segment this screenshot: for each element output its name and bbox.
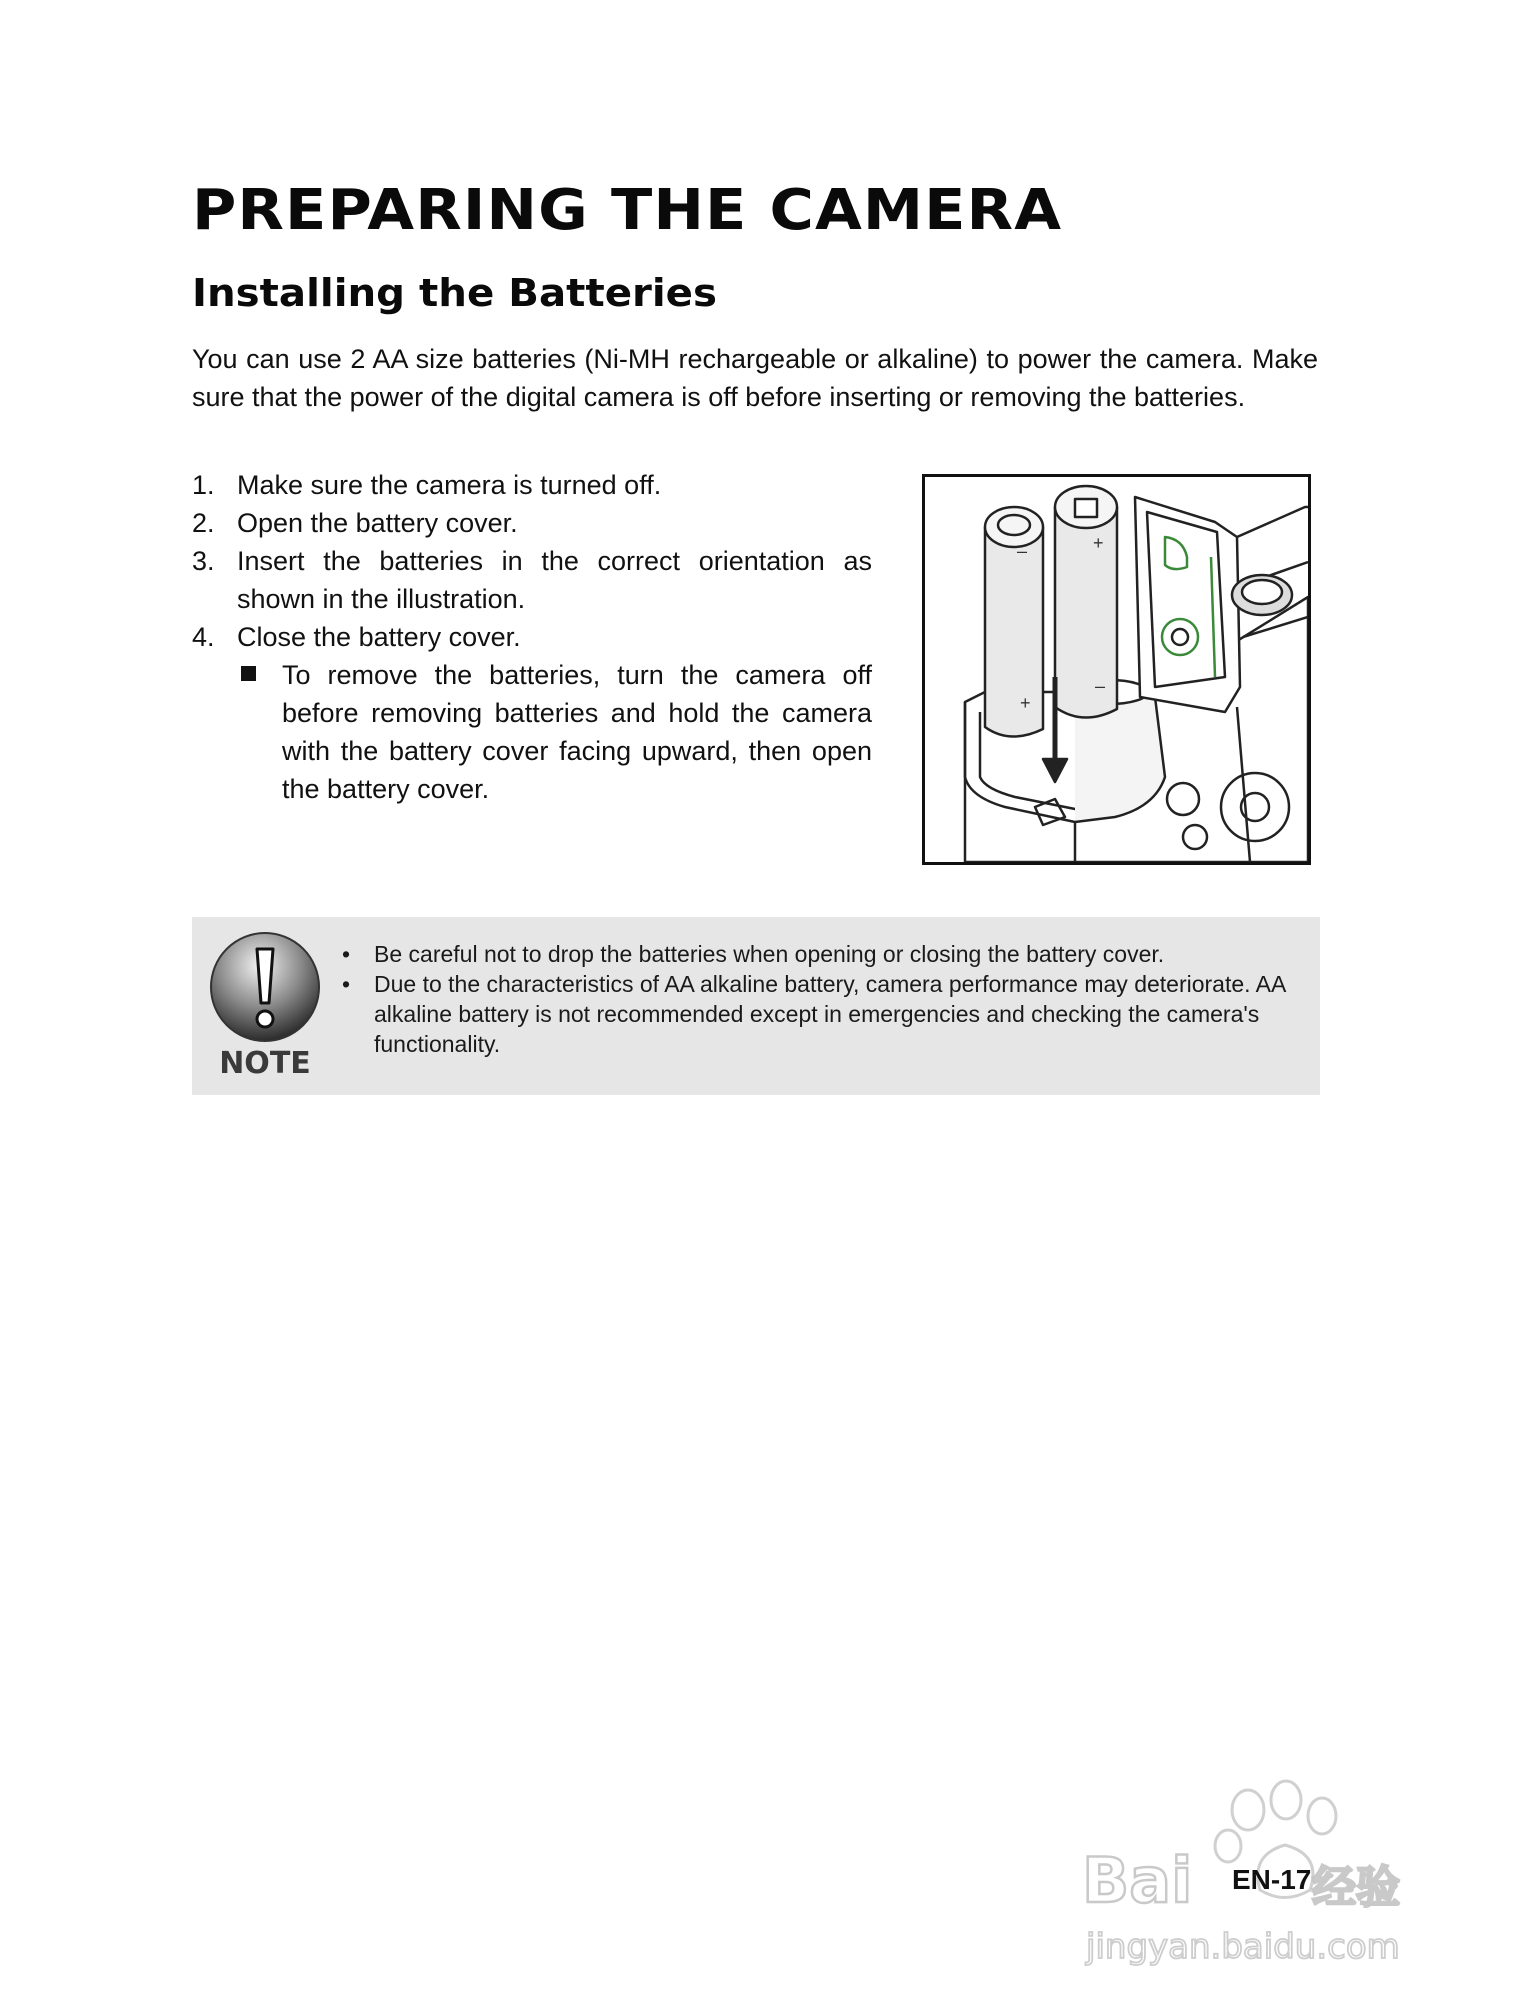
plus-label: + — [1020, 693, 1031, 713]
step-text: Open the battery cover. — [237, 508, 518, 538]
battery-illustration — [922, 474, 1311, 865]
section-heading: Installing the Batteries — [192, 271, 717, 315]
step-number: 2. — [192, 508, 215, 538]
bullet-dot: • — [342, 971, 351, 997]
watermark-brand-cn: 经验 — [1312, 1862, 1400, 1913]
step-item — [192, 466, 872, 504]
page-number: EN-17 — [1232, 1864, 1312, 1895]
minus-label: – — [1095, 676, 1106, 696]
note-item — [338, 969, 1298, 1059]
sub-note-item — [237, 656, 872, 808]
minus-label: – — [1017, 541, 1028, 561]
sub-note-text: To remove the batteries, turn the camera off before removing batteries and hold the camera with the battery cover facing upward, then open the battery cover. — [282, 660, 872, 804]
step-text: Close the battery cover. — [237, 622, 521, 652]
watermark-brand: Bai — [1082, 1844, 1193, 1917]
note-text: Be careful not to drop the batteries when opening or closing the battery cover. — [374, 941, 1165, 967]
note-item — [338, 939, 1298, 969]
step-number: 3. — [192, 546, 215, 576]
bullet-dot: • — [342, 941, 351, 967]
sub-note-list — [237, 656, 872, 808]
plus-label: + — [1093, 533, 1104, 553]
note-text: Due to the characteristics of AA alkaline battery, camera performance may deteriorate. AA alkaline battery is not recommended except in emergencies and checking the camera's functionality. — [374, 971, 1286, 1057]
battery-insertion-illustration — [925, 477, 1308, 862]
square-bullet-icon — [241, 666, 256, 681]
step-text: Make sure the camera is turned off. — [237, 470, 662, 500]
step-text: Insert the batteries in the correct orientation as shown in the illustration. — [237, 546, 872, 614]
step-item — [192, 504, 872, 542]
step-number: 4. — [192, 622, 215, 652]
note-list — [338, 939, 1298, 1059]
note-box — [192, 917, 1320, 1095]
step-item — [192, 542, 872, 618]
step-item — [192, 618, 872, 656]
exclamation-icon — [206, 931, 324, 1081]
page-title: PREPARING THE CAMERA — [192, 178, 1063, 243]
steps-list — [192, 466, 872, 656]
step-number: 1. — [192, 470, 215, 500]
watermark-url: jingyan.baidu.com — [1086, 1927, 1400, 1967]
note-label: NOTE — [219, 1046, 311, 1081]
intro-paragraph: You can use 2 AA size batteries (Ni-MH rechargeable or alkaline) to power the camera. Make sure that the power of the digital camera is off before inserting or removing the batteries. — [192, 344, 1318, 412]
